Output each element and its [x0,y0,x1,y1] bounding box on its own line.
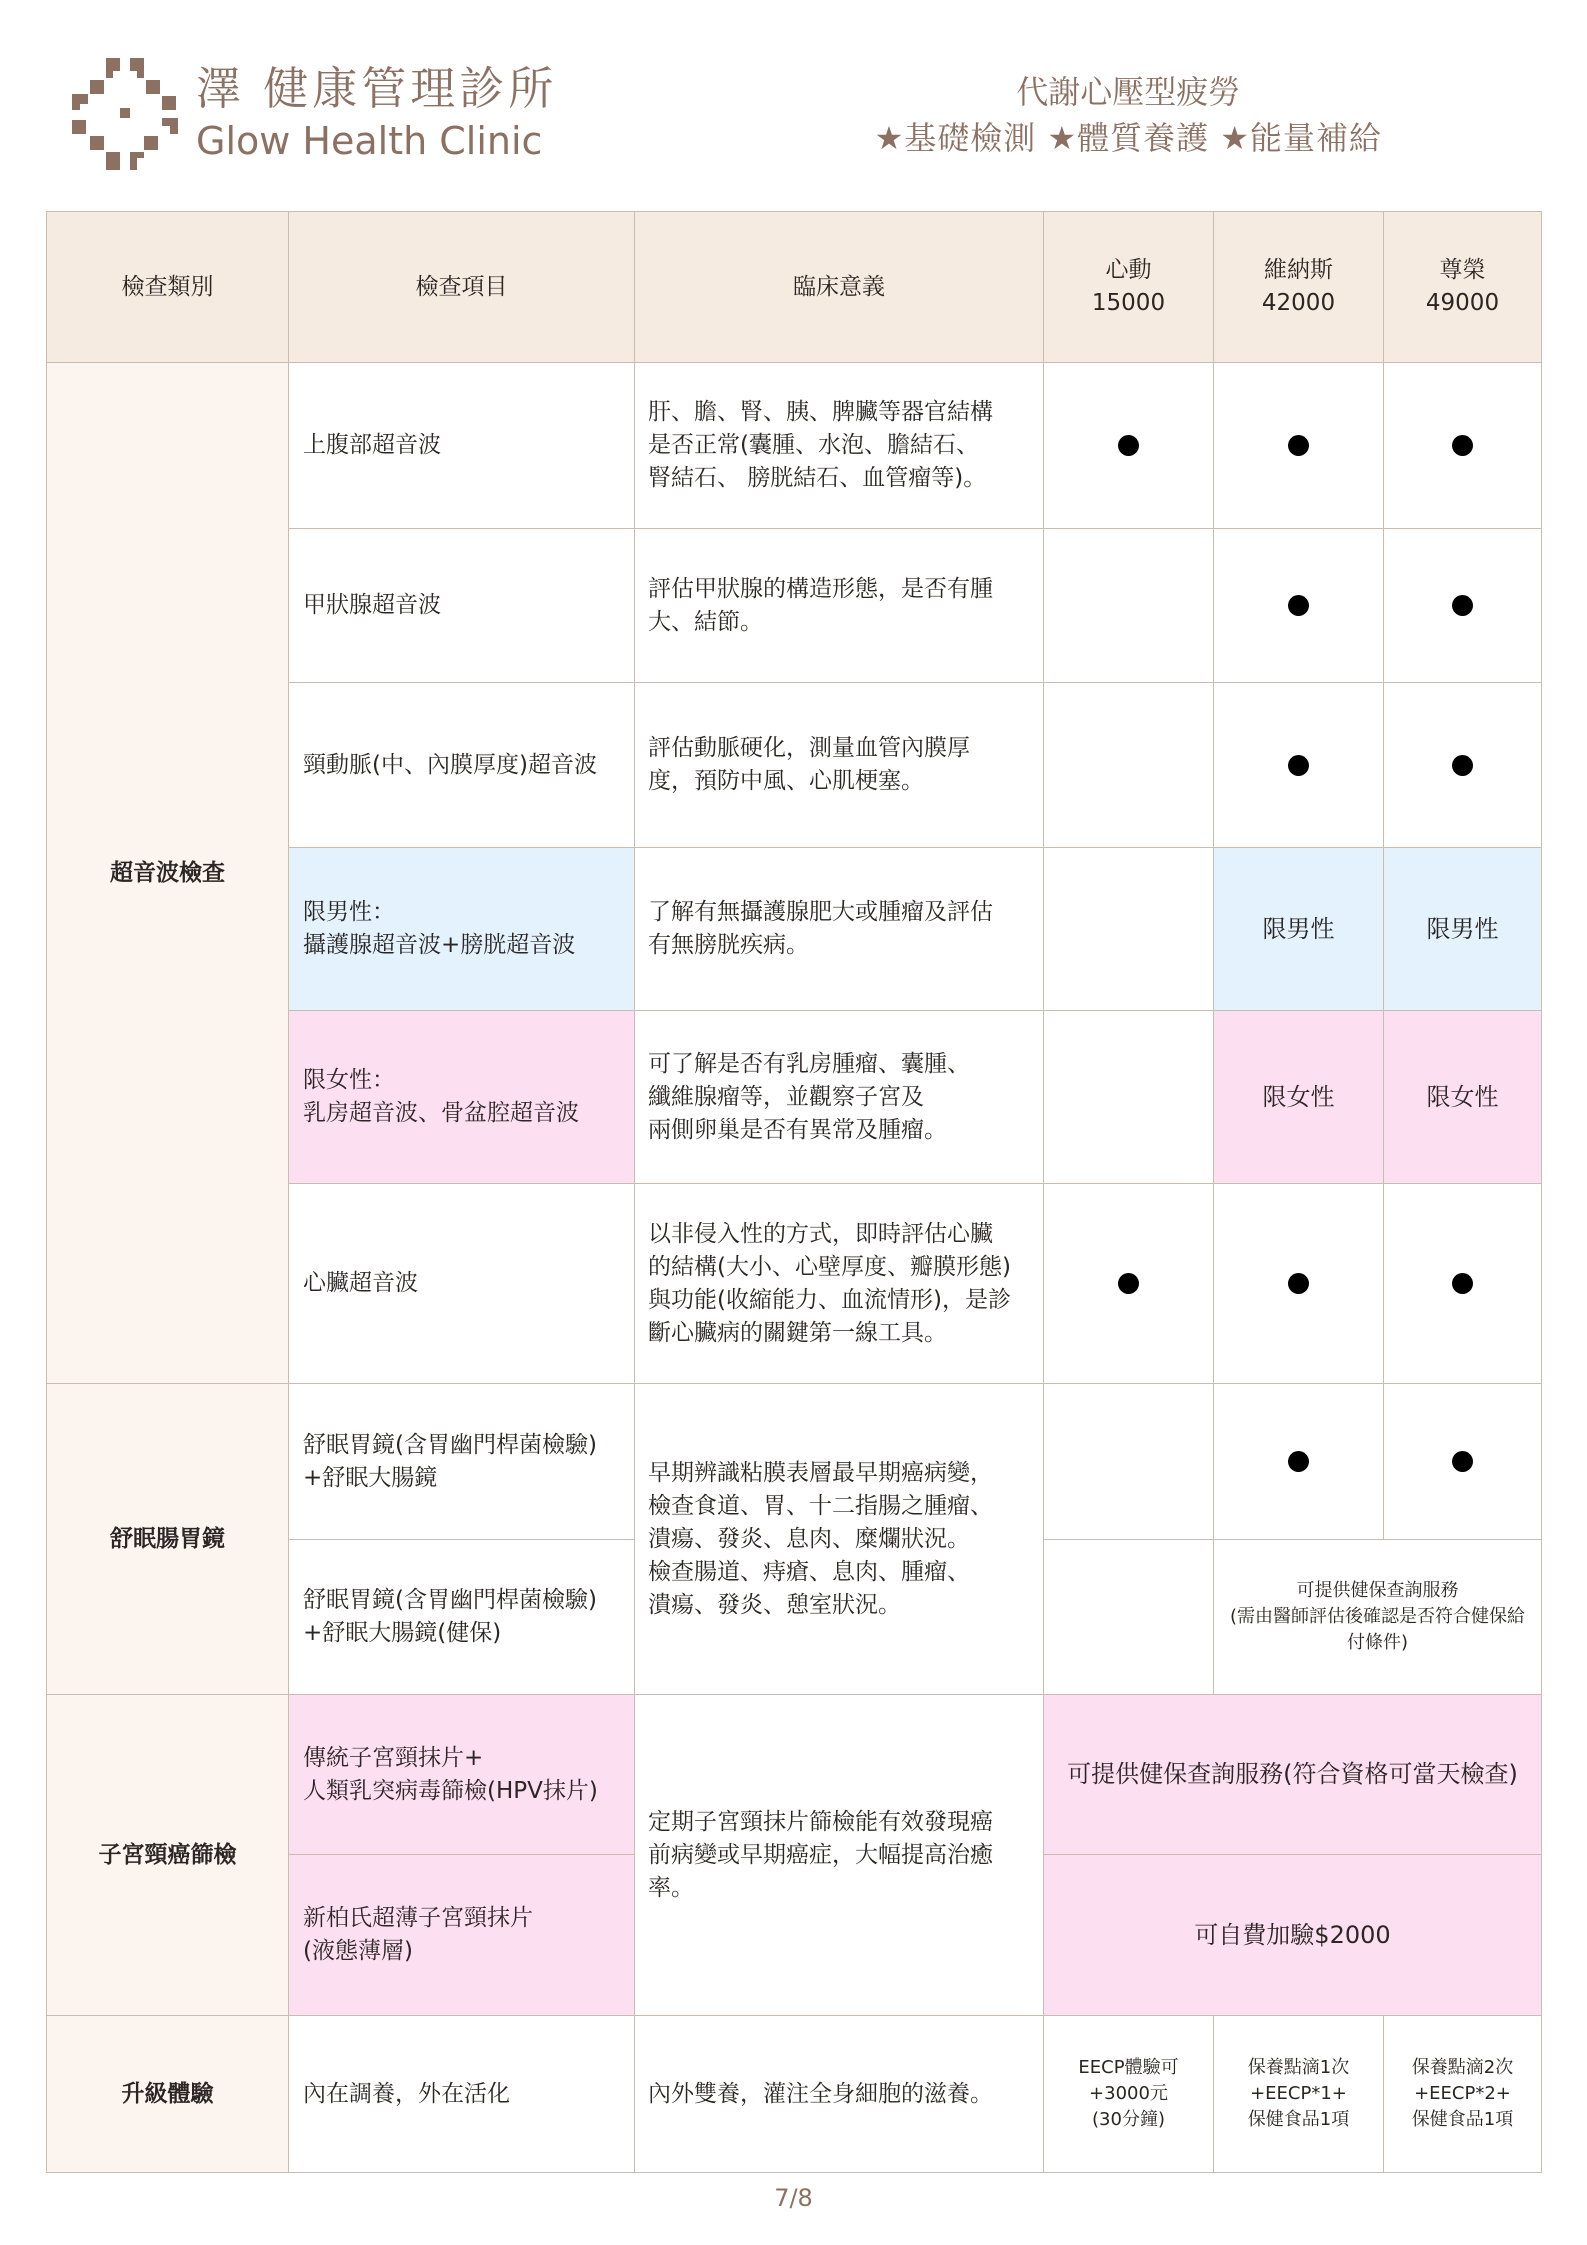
male-only-badge: 限男性 [1213,847,1384,1011]
col-header-plan-venus: 維納斯 42000 [1213,211,1384,363]
meaning-carotid: 評估動脈硬化，測量血管內膜厚 度，預防中風、心肌梗塞。 [634,682,1044,848]
thinprep-price-note: 可自費加驗$2000 [1043,1854,1542,2016]
mark-cell [1213,528,1384,683]
mark-cell [1043,362,1214,529]
meaning-upper-abdomen: 肝、膽、腎、胰、脾臟等器官結構 是否正常(囊腫、水泡、膽結石、 腎結石、 膀胱結石、血管瘤等)。 [634,362,1044,529]
mark-cell [1043,1383,1214,1540]
col-header-category: 檢查類別 [46,211,289,363]
included-dot-icon [1288,1451,1309,1472]
included-dot-icon [1288,755,1309,776]
included-dot-icon [1452,435,1473,456]
mark-cell [1213,362,1384,529]
upgrade-plan-honor: 保養點滴2次 +EECP*2+ 保健食品1項 [1383,2015,1542,2173]
clinic-name-en: Glow Health Clinic [196,119,543,163]
mark-cell [1043,528,1214,683]
endoscopy-nhi-note: 可提供健保查詢服務 (需由醫師評估後確認是否符合健保給 付條件) [1213,1539,1542,1695]
meaning-heart: 以非侵入性的方式，即時評估心臟 的結構(大小、心壁厚度、瓣膜形態) 與功能(收縮能力、血流情形)，是診 斷心臟病的關鍵第一線工具。 [634,1183,1044,1384]
item-thinprep: 新柏氏超薄子宮頸抹片 (液態薄層) [288,1854,635,2016]
mark-cell [1383,1383,1542,1540]
included-dot-icon [1288,435,1309,456]
meaning-thyroid: 評估甲狀腺的構造形態，是否有腫 大、結節。 [634,528,1044,683]
female-only-badge: 限女性 [1383,1010,1542,1184]
page-subtitle [875,70,1382,162]
clinic-logo-icon [72,58,178,172]
upgrade-plan-xindong: EECP體驗可 +3000元 (30分鐘) [1043,2015,1214,2173]
included-dot-icon [1288,1273,1309,1294]
item-pap-hpv: 傳統子宮頸抹片+ 人類乳突病毒篩檢(HPV抹片) [288,1694,635,1855]
checkup-table [46,211,1542,2173]
mark-cell [1213,682,1384,848]
meaning-upgrade: 內外雙養，灌注全身細胞的滋養。 [634,2015,1044,2173]
item-heart: 心臟超音波 [288,1183,635,1384]
item-female-only: 限女性： 乳房超音波、骨盆腔超音波 [288,1010,635,1184]
item-carotid: 頸動脈(中、內膜厚度)超音波 [288,682,635,848]
col-header-plan-xindong: 心動 15000 [1043,211,1214,363]
clinic-name-cn: 澤 健康管理診所 [196,62,558,115]
category-ultrasound: 超音波檢查 [46,362,289,1384]
included-dot-icon [1118,1273,1139,1294]
page-header [0,0,1587,200]
meaning-endoscopy: 早期辨識粘膜表層最早期癌病變， 檢查食道、胃、十二指腸之腫瘤、 潰瘍、發炎、息肉、糜爛狀況。 檢查腸道、痔瘡、息肉、腫瘤、 潰瘍、發炎、憩室狀況。 [634,1383,1044,1695]
mark-cell [1043,1539,1214,1695]
mark-cell [1383,682,1542,848]
included-dot-icon [1452,595,1473,616]
included-dot-icon [1288,595,1309,616]
category-endoscopy: 舒眠腸胃鏡 [46,1383,289,1695]
mark-cell [1213,1383,1384,1540]
col-header-item: 檢查項目 [288,211,635,363]
mark-cell [1383,528,1542,683]
mark-cell [1383,1183,1542,1384]
included-dot-icon [1452,1451,1473,1472]
included-dot-icon [1452,755,1473,776]
meaning-male-only: 了解有無攝護腺肥大或腫瘤及評估 有無膀胱疾病。 [634,847,1044,1011]
subtitle-line2: ★基礎檢測 ★體質養護 ★能量補給 [874,119,1382,157]
item-thyroid: 甲狀腺超音波 [288,528,635,683]
item-endoscopy: 舒眠胃鏡(含胃幽門桿菌檢驗) +舒眠大腸鏡 [288,1383,635,1540]
clinic-brand [196,62,557,164]
included-dot-icon [1118,435,1139,456]
category-upgrade: 升級體驗 [46,2015,289,2173]
page-number: 7/8 [774,2184,813,2212]
upgrade-plan-venus: 保養點滴1次 +EECP*1+ 保健食品1項 [1213,2015,1384,2173]
mark-cell [1213,1183,1384,1384]
female-only-badge: 限女性 [1213,1010,1384,1184]
item-upgrade: 內在調養，外在活化 [288,2015,635,2173]
item-upper-abdomen: 上腹部超音波 [288,362,635,529]
category-cervical: 子宮頸癌篩檢 [46,1694,289,2016]
item-endoscopy-nhi: 舒眠胃鏡(含胃幽門桿菌檢驗) +舒眠大腸鏡(健保) [288,1539,635,1695]
mark-cell [1043,1183,1214,1384]
mark-cell [1043,1010,1214,1184]
meaning-cervical: 定期子宮頸抹片篩檢能有效發現癌 前病變或早期癌症，大幅提高治癒 率。 [634,1694,1044,2016]
mark-cell [1043,682,1214,848]
mark-cell [1043,847,1214,1011]
item-male-only: 限男性： 攝護腺超音波+膀胱超音波 [288,847,635,1011]
subtitle-line1: 代謝心壓型疲勞 [1016,73,1241,111]
meaning-female-only: 可了解是否有乳房腫瘤、囊腫、 纖維腺瘤等，並觀察子宮及 兩側卵巢是否有異常及腫瘤。 [634,1010,1044,1184]
male-only-badge: 限男性 [1383,847,1542,1011]
col-header-plan-honor: 尊榮 49000 [1383,211,1542,363]
pap-nhi-note: 可提供健保查詢服務(符合資格可當天檢查) [1043,1694,1542,1855]
mark-cell [1383,362,1542,529]
included-dot-icon [1452,1273,1473,1294]
col-header-meaning: 臨床意義 [634,211,1044,363]
